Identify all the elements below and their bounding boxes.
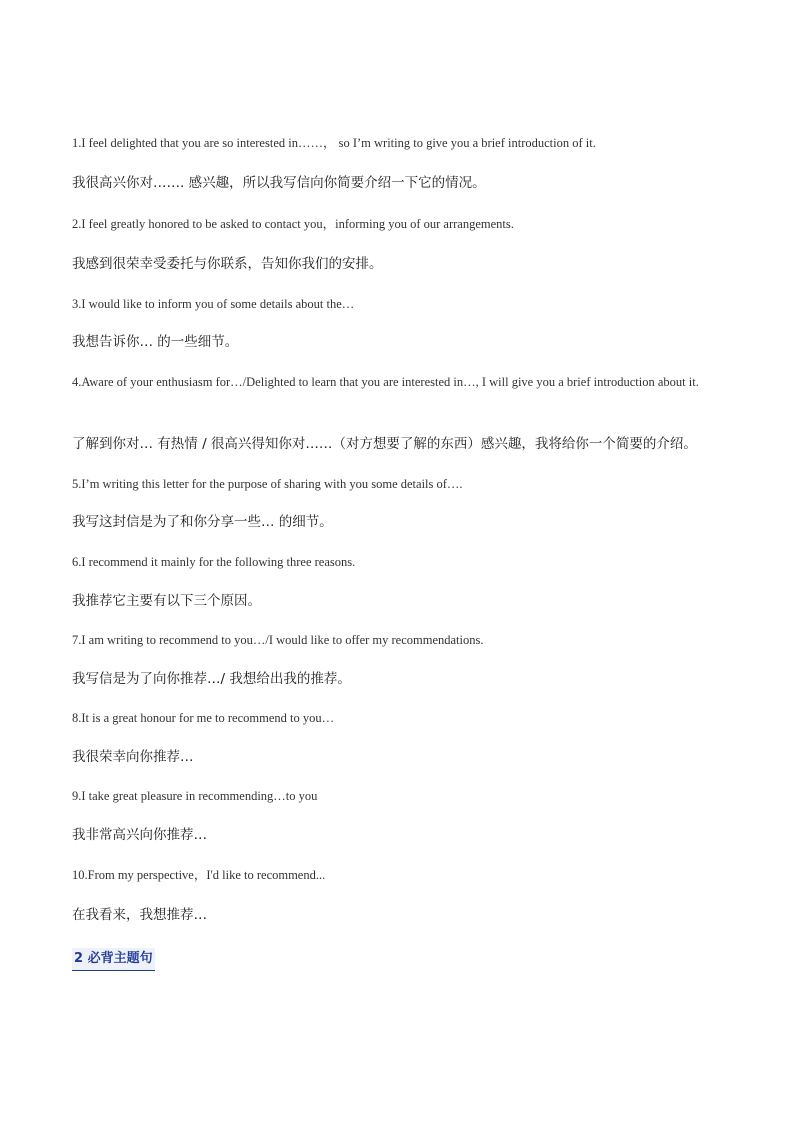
sentence-3-en: 3.I would like to inform you of some details about the… bbox=[72, 297, 355, 311]
sentence-7-zh: 我写信是为了向你推荐…/ 我想给出我的推荐。 bbox=[72, 671, 351, 687]
sentence-2-zh: 我感到很荣幸受委托与你联系，告知你我们的安排。 bbox=[72, 256, 383, 272]
sentence-10-zh: 在我看来，我想推荐… bbox=[72, 907, 207, 923]
sentence-6-en: 6.I recommend it mainly for the following three reasons. bbox=[72, 555, 356, 569]
sentence-8-en: 8.It is a great honour for me to recommend to you… bbox=[72, 711, 335, 725]
sentence-5-zh: 我写这封信是为了和你分享一些… 的细节。 bbox=[72, 514, 333, 530]
sentence-7-en: 7.I am writing to recommend to you…/I would like to offer my recommendations. bbox=[72, 633, 484, 647]
sentence-5-en: 5.I’m writing this letter for the purpose of sharing with you some details of…. bbox=[72, 477, 463, 491]
sentence-9-zh: 我非常高兴向你推荐… bbox=[72, 827, 207, 843]
sentence-6-zh: 我推荐它主要有以下三个原因。 bbox=[72, 593, 261, 609]
sentence-4-en: 4.Aware of your enthusiasm for…/Delighted to learn that you are interested in…, I will give you a brief introduction about it. bbox=[72, 375, 699, 389]
sentence-3-zh: 我想告诉你… 的一些细节。 bbox=[72, 334, 239, 350]
sentence-10-en: 10.From my perspective，I'd like to recommend... bbox=[72, 868, 326, 882]
sentence-2-en: 2.I feel greatly honored to be asked to contact you，informing you of our arrangements. bbox=[72, 217, 514, 231]
sentence-9-en: 9.I take great pleasure in recommending…to you bbox=[72, 789, 318, 803]
sentence-1-en: 1.I feel delighted that you are so interested in……， so I’m writing to give you a brief introduction of it. bbox=[72, 136, 596, 150]
sentence-8-zh: 我很荣幸向你推荐… bbox=[72, 749, 194, 765]
sentence-1-zh: 我很高兴你对……. 感兴趣，所以我写信向你简要介绍一下它的情况。 bbox=[72, 175, 486, 191]
sentence-4-zh: 了解到你对… 有热情 / 很高兴得知你对……（对方想要了解的东西）感兴趣，我将给你一个简要的介绍。 bbox=[72, 436, 697, 452]
section-heading: 2 必背主题句 bbox=[72, 948, 155, 971]
